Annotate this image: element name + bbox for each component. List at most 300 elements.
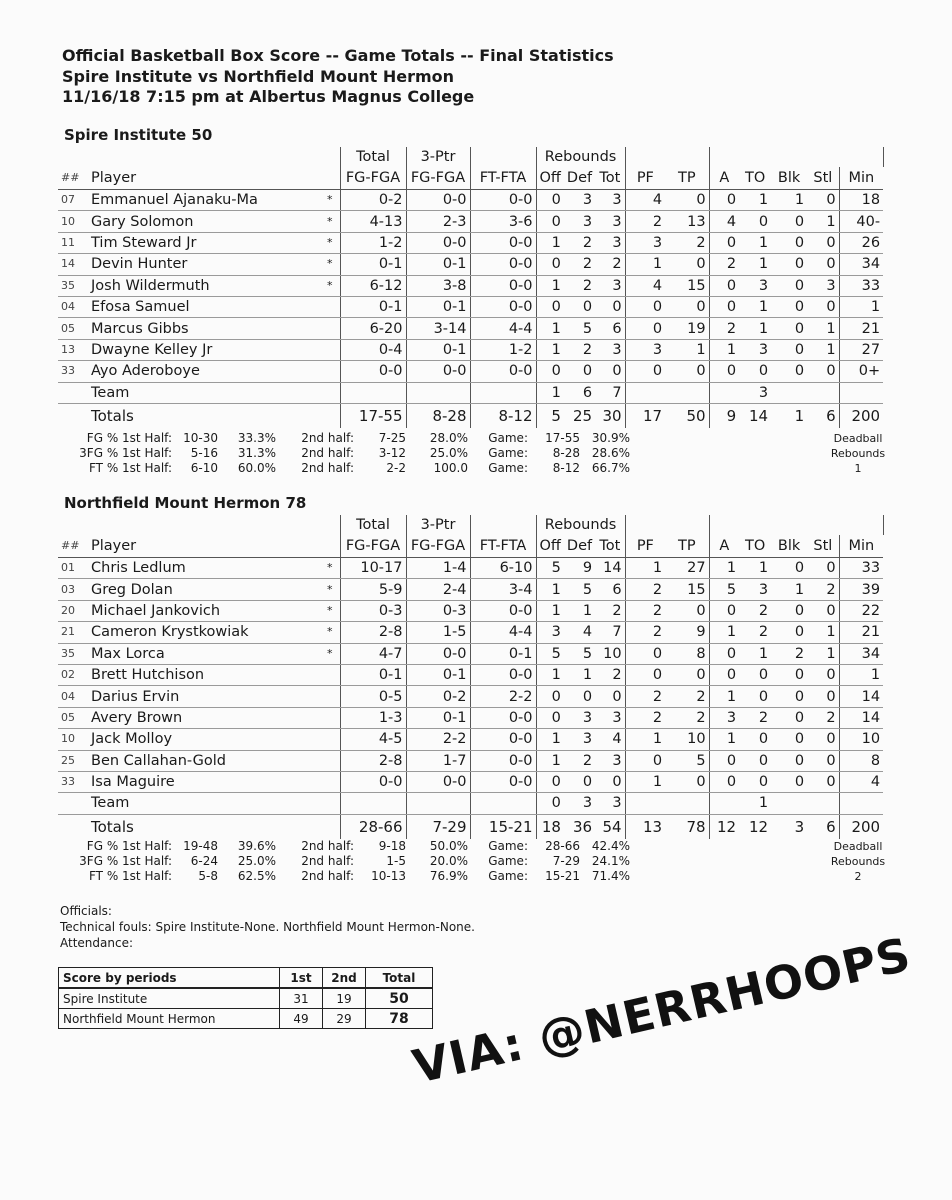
stat-no: 33 [58,771,88,792]
header-blk: Blk [771,167,807,190]
stat-off: 5 [536,558,564,579]
header-tot: Tot [595,535,625,558]
stat-starter [320,793,340,814]
stat-stl: 0 [807,254,839,275]
stat-pf [625,382,665,403]
stat-tot: 0 [595,686,625,707]
pct-line [68,854,630,869]
stat-fg3: 0-1 [406,254,470,275]
stat-def: 4 [564,622,595,643]
spacer [88,147,320,167]
pct-value: FT % 1st Half: [88,461,172,475]
player-row [58,361,883,382]
pct-line [68,839,630,854]
stat-fg3: 0-1 [406,664,470,685]
stat-min: 1 [839,664,883,685]
stat-no: 11 [58,232,88,253]
stat-no: 25 [58,750,88,771]
stat-blk: 0 [771,707,807,728]
player-name: Efosa Samuel [88,296,320,317]
stat-tp: 0 [665,254,709,275]
stat-no: 03 [58,579,88,600]
stat-tp [665,382,709,403]
stat-fg3: 0-1 [406,707,470,728]
stat-min: 18 [839,190,883,211]
total-starter [320,403,340,428]
stat-stl [807,793,839,814]
pct-value: 10-13 [371,869,406,883]
spacer [625,515,665,535]
stat-ft: 0-0 [470,600,536,621]
stat-stl: 0 [807,558,839,579]
stat-def: 5 [564,579,595,600]
stat-off: 1 [536,339,564,360]
stat-ft: 0-0 [470,729,536,750]
pct-line [68,431,630,446]
header-tp: TP [665,167,709,190]
stat-blk: 0 [771,339,807,360]
stat-pf: 2 [625,622,665,643]
stat-a: 3 [709,707,739,728]
stat-starter [320,750,340,771]
total-tot: 30 [595,403,625,428]
header-off: Off [536,535,564,558]
total-def: 36 [564,814,595,839]
stat-tot: 3 [595,232,625,253]
pct-value: 9-18 [378,839,406,853]
pct-value: 50.0% [429,839,468,853]
deadball-line: Rebounds [830,447,886,460]
attendance-label: Attendance: [60,936,133,950]
pct-value: 28.0% [429,431,468,445]
player-row [58,771,883,792]
pct-value: 3-12 [378,446,406,460]
stat-min: 33 [839,275,883,296]
player-row [58,664,883,685]
stat-off: 1 [536,750,564,771]
stat-min: 1 [839,296,883,317]
header-rebounds: Rebounds [536,147,625,167]
pct-value: FG % 1st Half: [86,431,172,445]
player-name: Team [88,793,320,814]
total-pf: 17 [625,403,665,428]
stat-a: 1 [709,558,739,579]
stat-ft: 0-0 [470,707,536,728]
stat-fg: 0-3 [340,600,406,621]
header-matchup: Spire Institute vs Northfield Mount Hermon [62,66,455,86]
team-title: Spire Institute 50 [64,126,213,144]
header-total: Total [340,515,406,535]
pct-value: 39.6% [237,839,276,853]
stat-a: 2 [709,318,739,339]
stat-def: 1 [564,600,595,621]
stat-def: 2 [564,750,595,771]
stat-min: 10 [839,729,883,750]
stat-to: 0 [739,211,771,232]
stat-fg: 6-12 [340,275,406,296]
spacer [771,515,807,535]
stat-a [709,793,739,814]
player-row [58,318,883,339]
stat-ft: 4-4 [470,318,536,339]
stat-a: 0 [709,750,739,771]
header-player: Player [88,535,320,558]
stat-to: 1 [739,318,771,339]
deadball-line: Deadball [833,840,883,853]
stat-to: 0 [739,771,771,792]
player-row [58,296,883,317]
stat-stl: 0 [807,664,839,685]
player-row [58,793,883,814]
stat-fg3: 2-4 [406,579,470,600]
stat-def: 6 [564,382,595,403]
stat-tot: 14 [595,558,625,579]
stat-to: 0 [739,750,771,771]
spacer [771,147,807,167]
header-ft: FT-FTA [470,535,536,558]
stat-blk: 1 [771,579,807,600]
stat-off: 1 [536,382,564,403]
deadball-rebounds [812,431,904,476]
header-player: Player [88,167,320,190]
stat-pf: 0 [625,664,665,685]
pct-value: 5-8 [198,869,218,883]
stat-starter: * [320,211,340,232]
stat-tot: 3 [595,750,625,771]
stat-pf [625,793,665,814]
stat-def: 2 [564,254,595,275]
stat-ft: 0-0 [470,190,536,211]
stat-stl: 0 [807,190,839,211]
stat-pf: 1 [625,729,665,750]
stat-starter [320,771,340,792]
stat-fg3: 3-8 [406,275,470,296]
total-fg: 17-55 [340,403,406,428]
spacer [839,147,883,167]
pct-value: 1-5 [386,854,406,868]
stat-min: 0+ [839,361,883,382]
stat-to: 1 [739,296,771,317]
stat-pf: 0 [625,361,665,382]
periods-row [59,1009,433,1029]
periods-team: Spire Institute [59,988,280,1009]
stat-def: 3 [564,190,595,211]
score-by-periods-table [58,967,433,1029]
stat-ft: 0-0 [470,254,536,275]
stat-ft: 0-0 [470,664,536,685]
stat-min: 14 [839,686,883,707]
stat-no: 21 [58,622,88,643]
stat-off: 0 [536,254,564,275]
stat-off: 0 [536,771,564,792]
pct-value: 30.9% [591,431,630,445]
player-row [58,190,883,211]
stat-fg: 6-20 [340,318,406,339]
stat-ft: 0-0 [470,361,536,382]
stat-fg [340,793,406,814]
header-fg3: FG-FGA [406,167,470,190]
deadball-line: Deadball [833,432,883,445]
stat-def: 3 [564,793,595,814]
player-name: Darius Ervin [88,686,320,707]
spacer [839,515,883,535]
player-row [58,750,883,771]
player-row [58,579,883,600]
pct-value: 2nd half: [301,461,354,475]
stat-off: 1 [536,579,564,600]
spacer [807,147,839,167]
stat-pf: 2 [625,686,665,707]
player-name: Chris Ledlum [88,558,320,579]
player-row [58,729,883,750]
pct-value: 2nd half: [301,854,354,868]
stat-tot: 0 [595,771,625,792]
stat-no: 13 [58,339,88,360]
periods-score: 50 [366,988,433,1009]
stat-fg: 4-13 [340,211,406,232]
stat-def: 5 [564,643,595,664]
player-row [58,339,883,360]
periods-score: 49 [280,1009,323,1029]
stat-def: 2 [564,275,595,296]
stat-off: 1 [536,318,564,339]
stat-fg3: 0-0 [406,190,470,211]
stat-starter: * [320,600,340,621]
pct-value: 5-16 [190,446,218,460]
spacer [470,515,536,535]
stat-tp: 2 [665,686,709,707]
stat-fg: 0-1 [340,664,406,685]
stat-to: 1 [739,793,771,814]
player-row [58,707,883,728]
total-tot: 54 [595,814,625,839]
stat-tot: 7 [595,382,625,403]
stat-starter [320,729,340,750]
pct-value: 6-24 [190,854,218,868]
stat-def: 2 [564,339,595,360]
stat-no: 05 [58,707,88,728]
pct-value: Game: [488,869,528,883]
player-name: Ben Callahan-Gold [88,750,320,771]
player-name: Ayo Aderoboye [88,361,320,382]
header-stl: Stl [807,535,839,558]
pct-value: 7-29 [552,854,580,868]
stat-pf: 1 [625,558,665,579]
spacer [58,147,88,167]
stat-ft: 0-0 [470,296,536,317]
stat-stl: 1 [807,643,839,664]
stat-a: 0 [709,232,739,253]
stat-fg: 0-1 [340,254,406,275]
stat-no: 33 [58,361,88,382]
player-row [58,382,883,403]
pct-value: Game: [488,431,528,445]
stat-no: 35 [58,275,88,296]
stat-fg: 4-5 [340,729,406,750]
stat-tot: 3 [595,707,625,728]
header-no: ## [58,535,88,558]
pct-value: 76.9% [429,869,468,883]
stat-fg3: 2-2 [406,729,470,750]
stat-pf: 3 [625,339,665,360]
header-fg: FG-FGA [340,167,406,190]
stat-ft: 0-0 [470,771,536,792]
stat-off: 0 [536,793,564,814]
stat-pf: 1 [625,254,665,275]
periods-header: 1st [280,968,323,989]
stat-starter [320,707,340,728]
stat-stl: 0 [807,686,839,707]
player-name: Greg Dolan [88,579,320,600]
stat-pf: 2 [625,707,665,728]
stat-stl: 0 [807,232,839,253]
pct-value: 60.0% [237,461,276,475]
stat-tp: 1 [665,339,709,360]
total-no [58,814,88,839]
periods-score: 31 [280,988,323,1009]
shooting-percentages [68,431,630,476]
periods-header: Score by periods [59,968,280,989]
stat-starter [320,686,340,707]
pct-value: 42.4% [591,839,630,853]
stat-a: 5 [709,579,739,600]
stat-a: 1 [709,622,739,643]
stat-ft: 0-0 [470,750,536,771]
stat-a: 0 [709,296,739,317]
stat-a: 0 [709,190,739,211]
pct-value: 19-48 [183,839,218,853]
player-name: Gary Solomon [88,211,320,232]
stat-min: 4 [839,771,883,792]
stat-to: 0 [739,729,771,750]
pct-value: 33.3% [237,431,276,445]
spacer [625,147,665,167]
stat-stl: 0 [807,729,839,750]
stat-fg3: 0-3 [406,600,470,621]
total-off: 18 [536,814,564,839]
stat-a: 4 [709,211,739,232]
periods-team: Northfield Mount Hermon [59,1009,280,1029]
team-title: Northfield Mount Hermon 78 [64,494,307,512]
stat-to: 3 [739,339,771,360]
stat-to: 2 [739,600,771,621]
stat-blk: 0 [771,275,807,296]
stat-no: 10 [58,211,88,232]
pct-value: 6-10 [190,461,218,475]
stat-off: 5 [536,643,564,664]
stat-tot: 7 [595,622,625,643]
header-a: A [709,535,739,558]
spacer [665,515,709,535]
total-fg3: 8-28 [406,403,470,428]
stat-tot: 6 [595,318,625,339]
stat-tp: 13 [665,211,709,232]
stat-starter [320,361,340,382]
spacer [320,147,340,167]
watermark: VIA: @NERRHOOPS [407,926,916,1094]
header-starter [320,167,340,190]
stat-no [58,793,88,814]
stat-pf: 4 [625,275,665,296]
stat-off: 0 [536,361,564,382]
stat-a [709,382,739,403]
header-date-venue: 11/16/18 7:15 pm at Albertus Magnus College [62,87,475,106]
header-total: Total [340,147,406,167]
stat-starter [320,296,340,317]
periods-score: 19 [323,988,366,1009]
pct-value: 28.6% [591,446,630,460]
stat-min: 34 [839,254,883,275]
pct-value: 25.0% [429,446,468,460]
pct-value: 2nd half: [301,431,354,445]
officials-section [60,903,475,951]
stat-blk: 0 [771,361,807,382]
stat-off: 1 [536,232,564,253]
spacer [665,147,709,167]
pct-line [68,869,630,884]
player-name: Marcus Gibbs [88,318,320,339]
stat-fg3: 0-0 [406,361,470,382]
stat-starter: * [320,643,340,664]
stat-def: 3 [564,729,595,750]
stat-min: 21 [839,622,883,643]
stat-to: 0 [739,361,771,382]
pct-value: 15-21 [545,869,580,883]
total-tp: 50 [665,403,709,428]
stat-blk: 0 [771,558,807,579]
stat-stl: 0 [807,771,839,792]
pct-value: 3FG % 1st Half: [79,446,172,460]
pct-value: 8-12 [552,461,580,475]
stat-to: 3 [739,275,771,296]
header-rebounds: Rebounds [536,515,625,535]
stat-stl: 1 [807,211,839,232]
deadball-line: 1 [854,462,862,475]
stat-min [839,382,883,403]
stat-stl: 0 [807,600,839,621]
pct-value: FG % 1st Half: [86,839,172,853]
stat-starter [320,318,340,339]
stat-fg3: 3-14 [406,318,470,339]
player-name: Michael Jankovich [88,600,320,621]
stat-def: 0 [564,361,595,382]
stat-to: 0 [739,686,771,707]
player-name: Max Lorca [88,643,320,664]
stat-no: 14 [58,254,88,275]
stat-ft: 6-10 [470,558,536,579]
stat-fg: 0-4 [340,339,406,360]
spacer [709,147,739,167]
stat-def: 0 [564,686,595,707]
stat-to: 2 [739,707,771,728]
stat-tot: 2 [595,600,625,621]
stat-min: 27 [839,339,883,360]
stat-min: 14 [839,707,883,728]
stat-off: 1 [536,664,564,685]
stat-off: 3 [536,622,564,643]
header-def: Def [564,535,595,558]
stat-stl: 0 [807,296,839,317]
stat-pf: 2 [625,211,665,232]
stat-ft: 0-1 [470,643,536,664]
pct-value: 2nd half: [301,869,354,883]
total-ft: 8-12 [470,403,536,428]
header-min: Min [839,535,883,558]
stat-ft: 0-0 [470,232,536,253]
stat-a: 0 [709,771,739,792]
stat-tp: 0 [665,771,709,792]
player-name: Josh Wildermuth [88,275,320,296]
